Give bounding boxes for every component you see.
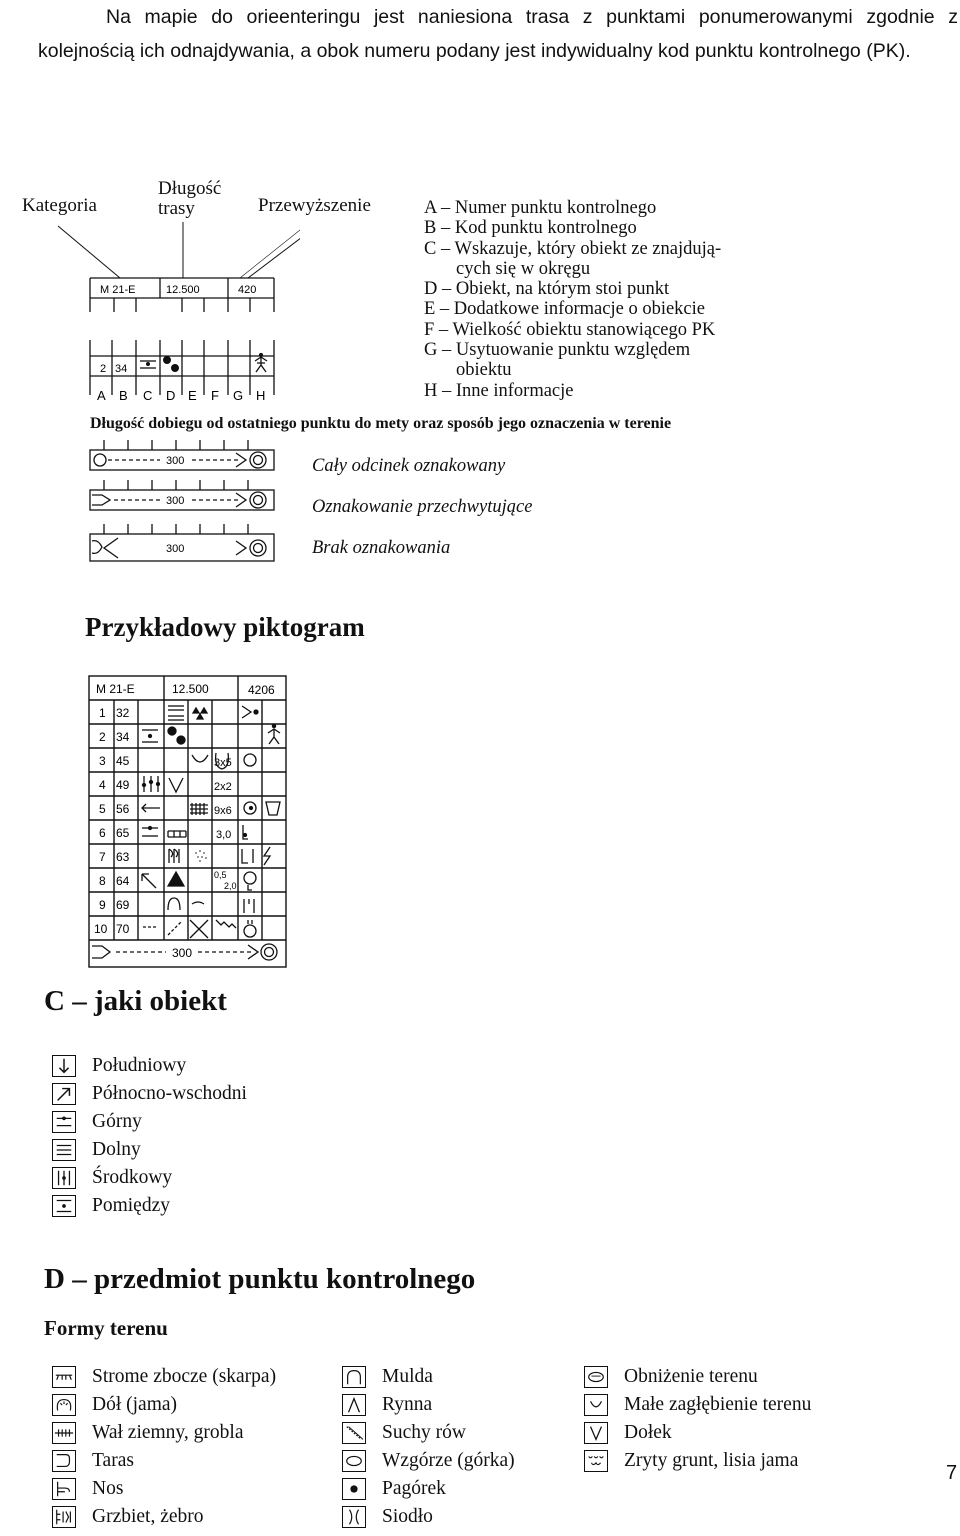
finish-heading: Długość dobiegu od ostatniego punktu do mety oraz sposób jego oznaczenia w terenie — [90, 415, 672, 432]
svg-text:D: D — [166, 388, 176, 403]
svg-text:64: 64 — [116, 874, 130, 888]
svg-text:9: 9 — [99, 898, 106, 912]
reentrant-icon — [342, 1366, 366, 1388]
c-item-between: Pomiędzy — [52, 1193, 170, 1219]
gully-icon — [342, 1394, 366, 1416]
d-item-knoll: Pagórek — [342, 1476, 446, 1502]
label-category: Kategoria — [22, 195, 97, 216]
intro-paragraph: Na mapie do orieenteringu jest naniesiona trasa z punktami ponumerowanymi zgodnie z kolejnością ich odnajdywania, a obok numeru podany jest indywidualny kod punktu kontrolnego (PK). — [38, 6, 958, 62]
finish-distance-3: 300 — [166, 543, 185, 555]
finish-marked-full: Cały odcinek oznakowany — [312, 456, 506, 476]
diagram-letters — [97, 388, 265, 403]
small-depression-icon — [584, 1394, 608, 1416]
svg-text:3: 3 — [99, 754, 106, 768]
d-item-hill: Wzgórze (górka) — [342, 1448, 515, 1474]
svg-text:70: 70 — [116, 922, 130, 936]
column-legend: A – Numer punktu kontrolnego B – Kod punktu kontrolnego C – Wskazuje, który obiekt ze znajdują- cych się w okręgu D – Obiekt, na którym stoi punkt E – Dodatkowe informacje o obiekcie F – Wielkość obiektu stanowiącego PK G – Usytuowanie punktu względem obiektu H – Inne informacje — [424, 198, 722, 401]
c-item-lower: Dolny — [52, 1137, 141, 1163]
spur-icon — [52, 1478, 76, 1500]
pit-hole-icon — [584, 1422, 608, 1444]
d-item-broken-ground: Zryty grunt, lisia jama — [584, 1448, 798, 1474]
section-d-heading: D – przedmiot punktu kontrolnego — [44, 1263, 476, 1295]
d-item-reentrant: Mulda — [342, 1364, 433, 1390]
c-item-upper: Górny — [52, 1109, 142, 1135]
svg-text:2: 2 — [99, 730, 106, 744]
c-item-south: Południowy — [52, 1053, 186, 1079]
d-item-gully: Rynna — [342, 1392, 432, 1418]
example-pictogram — [88, 675, 288, 970]
svg-text:B: B — [119, 388, 128, 403]
structure-diagram — [0, 210, 300, 405]
diagram-header-climb: 420 — [238, 284, 257, 296]
between-icon — [52, 1195, 76, 1217]
d-item-pit-hole: Dołek — [584, 1420, 672, 1446]
d-item-spur: Nos — [52, 1476, 123, 1502]
diagram-row-number: 2 — [100, 363, 107, 375]
svg-text:0,5: 0,5 — [214, 870, 227, 880]
label-length-line1: Długość — [158, 178, 222, 199]
svg-text:49: 49 — [116, 778, 130, 792]
svg-text:C: C — [143, 388, 153, 403]
example-heading: Przykładowy piktogram — [85, 612, 365, 642]
d-item-depression: Obniżenie terenu — [584, 1364, 758, 1390]
d-item-dry-ditch: Suchy rów — [342, 1420, 466, 1446]
landforms-heading: Formy terenu — [44, 1316, 168, 1340]
d-item-small-depression: Małe zagłębienie terenu — [584, 1392, 811, 1418]
example-sizes — [214, 757, 237, 891]
label-length-line2: trasy — [158, 198, 195, 219]
svg-text:2x2: 2x2 — [214, 781, 232, 793]
middle-icon — [52, 1167, 76, 1189]
broken-ground-icon — [584, 1450, 608, 1472]
svg-text:A: A — [97, 388, 106, 403]
example-finish-distance: 300 — [172, 946, 193, 960]
finish-distance-1: 300 — [166, 455, 185, 467]
ridge-icon — [52, 1506, 76, 1528]
diagram-header-category: M 21-E — [100, 284, 136, 296]
steep-slope-icon — [52, 1366, 76, 1388]
pit-icon — [52, 1394, 76, 1416]
example-header-length: 12.500 — [172, 682, 209, 696]
c-item-middle: Środkowy — [52, 1165, 172, 1191]
arrow-northeast-icon — [52, 1083, 76, 1105]
example-header-climb: 4206 — [248, 683, 275, 697]
svg-text:69: 69 — [116, 898, 130, 912]
label-climb: Przewyższenie — [258, 195, 371, 216]
svg-text:7: 7 — [99, 850, 106, 864]
svg-text:H: H — [256, 388, 266, 403]
finish-symbols — [88, 440, 278, 570]
svg-text:1: 1 — [99, 706, 106, 720]
svg-text:65: 65 — [116, 826, 130, 840]
svg-text:56: 56 — [116, 802, 130, 816]
c-item-northeast: Północno-wschodni — [52, 1081, 247, 1107]
svg-text:E: E — [188, 388, 197, 403]
svg-text:32: 32 — [116, 706, 130, 720]
svg-text:8: 8 — [99, 874, 106, 888]
d-item-earth-wall: Wał ziemny, grobla — [52, 1420, 244, 1446]
svg-text:9x6: 9x6 — [214, 805, 232, 817]
svg-text:F: F — [211, 388, 219, 403]
upper-icon — [52, 1111, 76, 1133]
terrace-icon — [52, 1450, 76, 1472]
svg-text:63: 63 — [116, 850, 130, 864]
svg-text:10: 10 — [94, 922, 108, 936]
finish-distance-2: 300 — [166, 495, 185, 507]
d-item-saddle: Siodło — [342, 1504, 433, 1530]
svg-text:2,0: 2,0 — [224, 881, 237, 891]
depression-icon — [584, 1366, 608, 1388]
section-c-heading: C – jaki obiekt — [44, 985, 227, 1017]
example-row-numbers — [94, 706, 130, 936]
svg-text:5: 5 — [99, 802, 106, 816]
finish-marked-funnel: Oznakowanie przechwytujące — [312, 497, 533, 517]
page-number: 7 — [946, 1462, 958, 1484]
d-item-steep-slope: Strome zbocze (skarpa) — [52, 1364, 276, 1390]
finish-unmarked: Brak oznakowania — [312, 538, 451, 558]
d-item-pit: Dół (jama) — [52, 1392, 177, 1418]
d-item-ridge: Grzbiet, żebro — [52, 1504, 204, 1530]
d-item-terrace: Taras — [52, 1448, 134, 1474]
svg-text:G: G — [233, 388, 244, 403]
svg-text:3,0: 3,0 — [216, 829, 232, 841]
arrow-down-icon — [52, 1055, 76, 1077]
svg-text:45: 45 — [116, 754, 130, 768]
earth-wall-icon — [52, 1422, 76, 1444]
svg-text:3x5: 3x5 — [214, 757, 232, 769]
lower-icon — [52, 1139, 76, 1161]
diagram-row-code: 34 — [115, 363, 128, 375]
dry-ditch-icon — [342, 1422, 366, 1444]
svg-text:34: 34 — [116, 730, 130, 744]
saddle-icon — [342, 1506, 366, 1528]
svg-text:4: 4 — [99, 778, 106, 792]
knoll-icon — [342, 1478, 366, 1500]
example-header-category: M 21-E — [96, 682, 135, 696]
diagram-header-length: 12.500 — [166, 284, 200, 296]
hill-icon — [342, 1450, 366, 1472]
svg-text:6: 6 — [99, 826, 106, 840]
